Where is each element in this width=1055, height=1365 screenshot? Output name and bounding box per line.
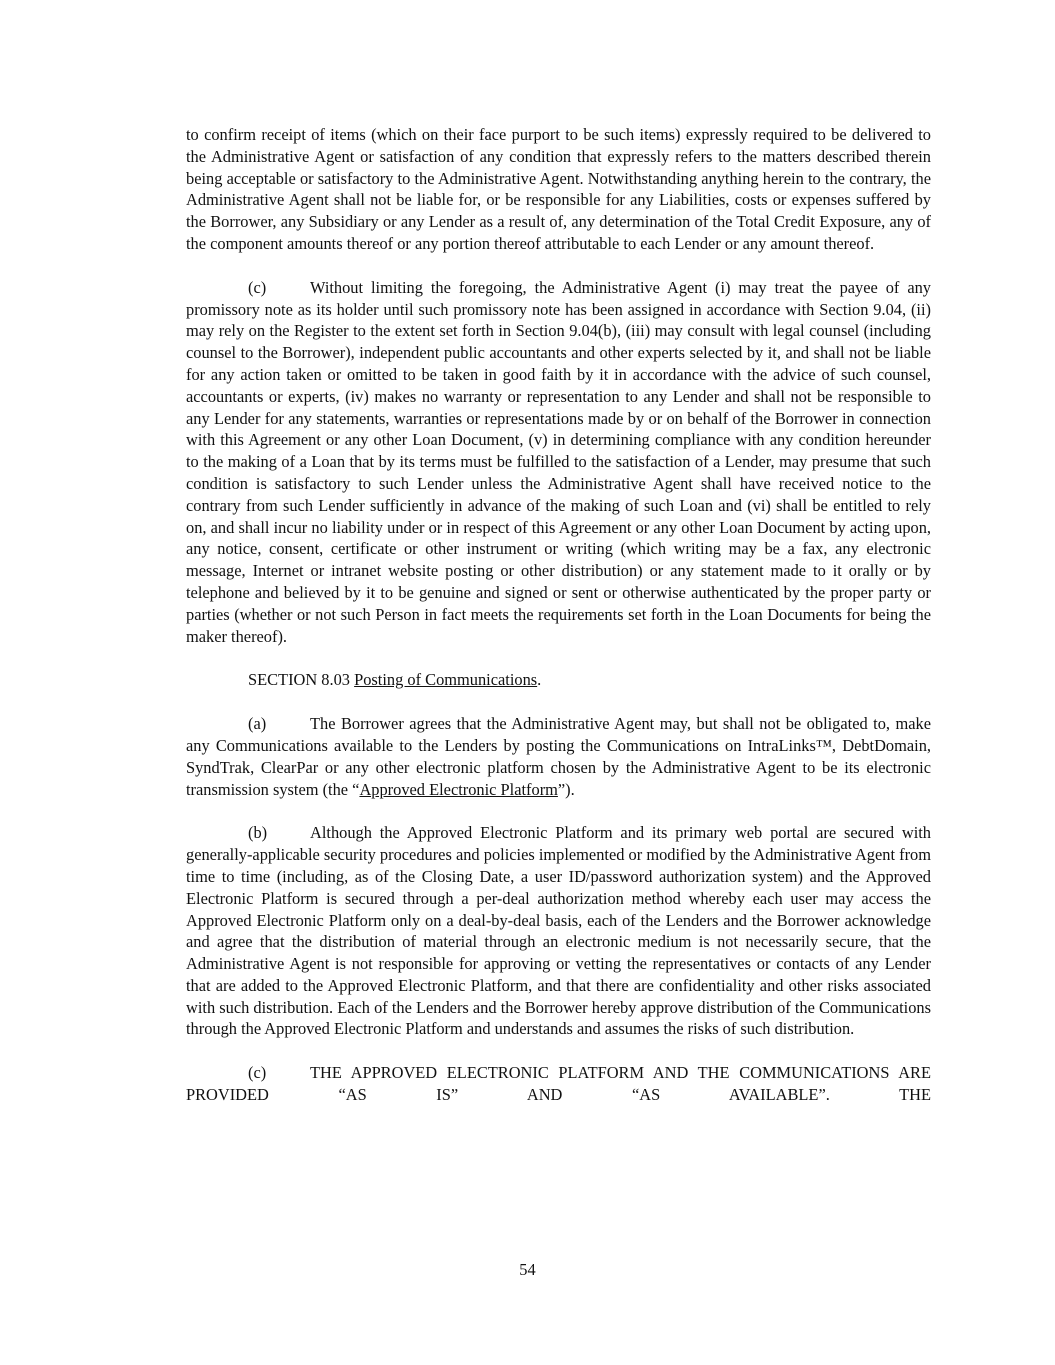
paragraph-label: (a): [248, 714, 267, 734]
section-number: SECTION 8.03: [248, 670, 350, 690]
continued-paragraph: to confirm receipt of items (which on their face purport to be such items) expressly required to be delivered to the Administrative Agent or satisfaction of any condition that expressly refers to the matters described therein being acceptable or satisfactory to the Administrative Agent. Notwithstanding anything herein to the contrary, the Administrative Agent shall not be liable for, or be responsible for any Liabilities, costs or expenses suffered by the Borrower, any Subsidiary or any Lender as a result of, any determination of the Total Credit Exposure, any of the component amounts thereof or any portion thereof attributable to each Lender or any amount thereof.: [186, 125, 931, 253]
section-title-period: .: [537, 670, 542, 690]
defined-term: Approved Electronic Platform: [359, 779, 558, 799]
document-page: [186, 124, 931, 1128]
paragraph-label: (c): [248, 1063, 267, 1083]
paragraph-text-end: ”).: [557, 779, 575, 799]
paragraph-label: (c): [248, 277, 267, 297]
paragraph-text: The Borrower agrees that the Administrative Agent may, but shall not be obligated to, make any Communications available to the Lenders by posting the Communications on IntraLinks™, DebtDomain, SyndTrak, ClearPar or any other electronic platform chosen by the Administrative Agent to be its electronic transmission system (the “: [186, 714, 931, 799]
paragraph-text: THE APPROVED ELECTRONIC PLATFORM AND THE COMMUNICATIONS ARE PROVIDED “AS IS” AND “AS AVAILABLE”. THE: [186, 1063, 931, 1105]
paragraph-label: (b): [248, 823, 268, 843]
paragraph-b-security: [186, 822, 931, 1040]
paragraph-c-as-is: [186, 1062, 931, 1106]
section-heading: [186, 669, 931, 691]
paragraph-text: Without limiting the foregoing, the Administrative Agent (i) may treat the payee of any promissory note as its holder until such promissory note has been assigned in accordance with Section 9.04, (ii) may rely on the Register to the extent set forth in Section 9.04(b), (iii) may consult with legal counsel (including counsel to the Borrower), independent public accountants and other experts selected by it, and shall not be liable for any action taken or omitted to be taken in good faith by it in accordance with the advice of such counsel, accountants or experts, (iv) makes no warranty or representation to any Lender and shall not be responsible to any Lender for any statements, warranties or representations made by or on behalf of the Borrower in connection with this Agreement or any other Loan Document, (v) in determining compliance with any condition hereunder to the making of a Loan that by its terms must be fulfilled to the satisfaction of a Lender, may presume that such condition is satisfactory to such Lender unless the Administrative Agent shall have received notice to the contrary from such Lender sufficiently in advance of the making of such Loan and (vi) shall be entitled to rely on, and shall incur no liability under or in respect of this Agreement or any other Loan Document by acting upon, any notice, consent, certificate or other instrument or writing (which writing may be a fax, any electronic message, Internet or intranet website posting or other distribution) or any statement made to it orally or by telephone and believed by it to be genuine and signed or sent or otherwise authenticated by the proper party or parties (whether or not such Person in fact meets the requirements set forth in the Loan Documents for being the maker thereof).: [186, 277, 931, 646]
section-title: Posting of Communications: [354, 670, 538, 690]
paragraph-a-posting: [186, 713, 931, 800]
paragraph-c-reliance: [186, 277, 931, 648]
page-number: 54: [519, 1260, 536, 1279]
paragraph-text: Although the Approved Electronic Platform and its primary web portal are secured with generally-applicable security procedures and policies implemented or modified by the Administrative Agent from time to time (including, as of the Closing Date, a user ID/password authorization system) and the Approved Electronic Platform is secured through a per-deal authorization method whereby each user may access the Approved Electronic Platform only on a deal-by-deal basis, each of the Lenders and the Borrower acknowledge and agree that the distribution of material through an electronic medium is not necessarily secure, that the Administrative Agent is not responsible for approving or vetting the representatives or contacts of any Lender that are added to the Approved Electronic Platform, and that there are confidentiality and other risks associated with such distribution. Each of the Lenders and the Borrower hereby approve distribution of the Communications through the Approved Electronic Platform and understands and assumes the risks of such distribution.: [186, 823, 931, 1039]
